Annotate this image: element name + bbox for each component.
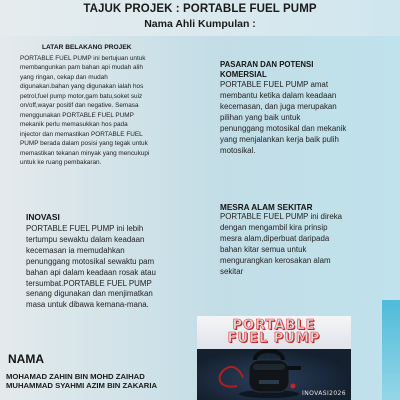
text-line: mengurangkan kerosakan alam (220, 255, 331, 265)
text-line: kecemasan, dan juga merupakan (220, 102, 337, 112)
text-line: bahan kitar semua untuk (220, 244, 307, 254)
poster-title-line: PORTABLE (232, 318, 316, 333)
text-line: on/off,wayar positif dan negative. Semasa (20, 102, 139, 110)
poster-title-line: FUEL PUMP (227, 331, 321, 346)
text-line: menggunakan PORTABLE FUEL PUMP (20, 111, 134, 119)
fuel-pump-illustration (197, 316, 351, 400)
text-line: PORTABLE FUEL PUMP ini lebih (26, 224, 144, 233)
text-line: memastikan tekanan minyak yang mencukupi (20, 149, 150, 157)
text-line: membangunkan pam bahan api mudah alih (20, 64, 143, 72)
text-line: yang ringan, cekap dan mudah (20, 73, 108, 81)
text-line: bahan api dalam keadaan rosak atau (26, 267, 156, 277)
text-line: PORTABLE FUEL PUMP amat (220, 80, 329, 90)
product-poster-image (197, 316, 351, 400)
section-market (220, 60, 388, 157)
text-line: petrol,fuel pump motor,gam batu,soket suiz (20, 92, 143, 100)
text-line: PUMP berada dalam posisi yang tegak untuk (20, 140, 148, 148)
section-body (20, 54, 210, 168)
member-name: MOHAMAD ZAHIN BIN MOHD ZAIHAD (6, 372, 145, 381)
text-line: kecemasan ia memudahkan (26, 245, 125, 255)
text-line: penunggang motosikal dan mekanik (220, 124, 347, 134)
project-title: TAJUK PROJEK : PORTABLE FUEL PUMP (83, 3, 317, 15)
decorative-side-bar (382, 300, 400, 400)
group-members-title: Nama Ahli Kumpulan : (144, 18, 256, 30)
text-line: tersumbat.PORTABLE FUEL PUMP (26, 278, 152, 288)
text-line: digunakan.bahan yang digunakan ialah hos (20, 83, 144, 91)
section-heading: INOVASI (26, 212, 60, 222)
text-line: senang digunakan dan menjimatkan (26, 289, 153, 299)
member-name: MUHAMMAD SYAHMI AZIM BIN ZAKARIA (6, 381, 158, 391)
section-members (6, 352, 206, 390)
text-line: PORTABLE FUEL PUMP ini direka (220, 212, 343, 221)
text-line: penunggang motosikal sewaktu pam (26, 256, 155, 266)
text-line: masa untuk dibawa kemana-mana. (26, 300, 149, 310)
text-line: injector dan memastikan PORTABLE FUEL (20, 130, 143, 138)
poster-tag: INOVASI2026 (302, 390, 346, 397)
section-innovation (26, 212, 214, 311)
section-body (220, 212, 390, 277)
text-line: sekitar (220, 266, 244, 276)
text-line: mekanik perlu memasukkan hos pada (20, 121, 128, 129)
text-line: tertumpu sewaktu dalam keadaan (26, 234, 145, 244)
text-line: motosikal. (220, 145, 256, 155)
text-line: dengan mengambil kira prinsip (220, 222, 328, 232)
section-heading: LATAR BELAKANG PROJEK (42, 44, 132, 51)
section-eco-friendly (220, 203, 390, 277)
section-heading: MESRA ALAM SEKITAR (220, 203, 313, 212)
text-line: PORTABLE FUEL PUMP ini bertujuan untuk (20, 55, 146, 62)
text-line: membantu ketika dalam keadaan (220, 91, 337, 101)
text-line: mesra alam,diperbuat daripada (220, 233, 330, 243)
text-line: untuk ke ruang pembakaran. (20, 159, 102, 167)
heading-line: PASARAN DAN POTENSI (220, 60, 314, 69)
page-header (0, 0, 400, 36)
text-line: yang menjalankan kerja baik pulih (220, 135, 339, 144)
section-background (20, 44, 210, 168)
section-heading: NAMA (8, 352, 44, 366)
section-heading (220, 60, 388, 79)
text-line: pilihan yang baik untuk (220, 113, 301, 123)
heading-line: KOMERSIAL (220, 69, 267, 79)
section-body (26, 224, 214, 311)
section-body (220, 80, 388, 156)
